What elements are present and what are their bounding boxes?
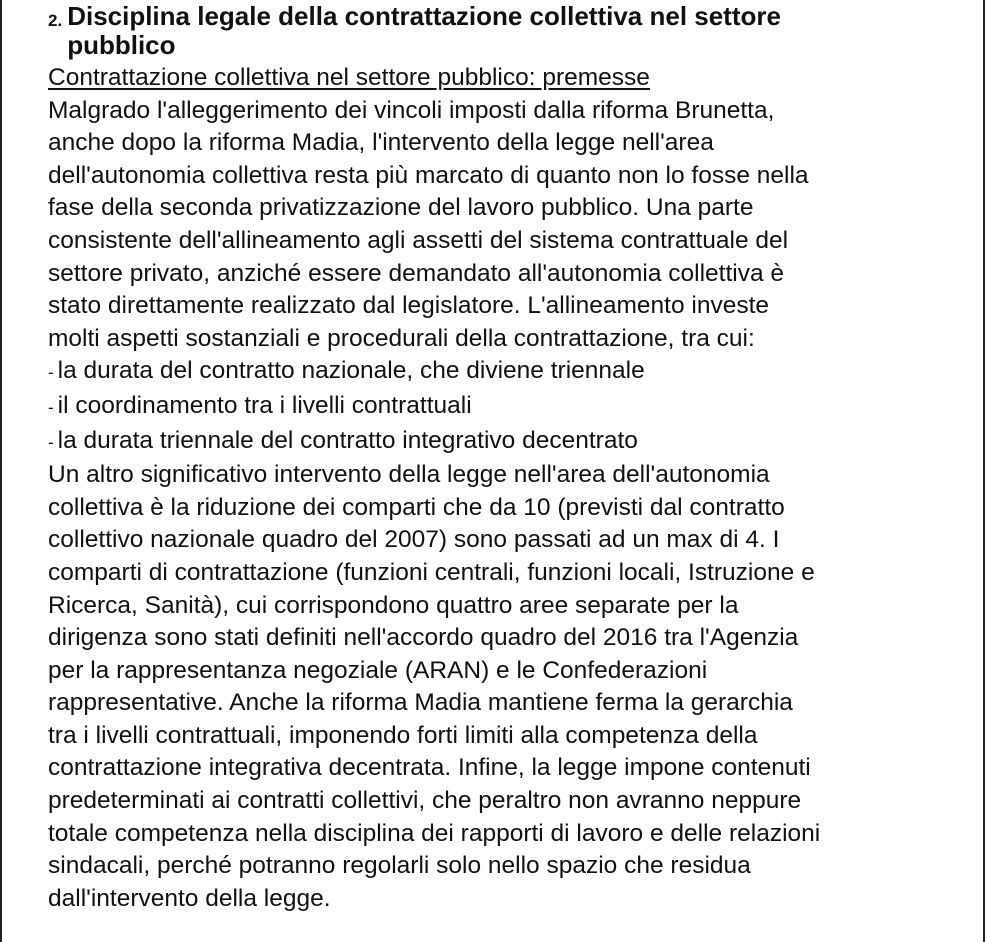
list-item xyxy=(48,390,968,425)
paragraph-intro: Malgrado l'alleggerimento dei vincoli imposti dalla riforma Brunetta, anche dopo la riforma Madia, l'intervento della legge nell'area dell'autonomia collettiva resta più marcato di quanto non lo fosse nella fase della seconda privatizzazione del lavoro pubblico. Una parte consistente dell'allineamento agli assetti del sistema contrattuale del settore privato, anziché essere demandato all'autonomia collettiva è stato direttamente realizzato dal legislatore. L'allineamento investe molti aspetti sostanziali e procedurali della contrattazione, tra cui: xyxy=(48,96,809,352)
list-item xyxy=(48,425,968,460)
section-number: 2. xyxy=(48,11,63,30)
list-item-text: la durata del contratto nazionale, che diviene triennale xyxy=(57,357,645,385)
section-heading xyxy=(48,2,968,60)
bullet-marker: - xyxy=(48,363,54,383)
document-content xyxy=(48,2,968,915)
section-title: Disciplina legale della contrattazione collettiva nel settore pubblico xyxy=(67,1,781,60)
list-item-text: il coordinamento tra i livelli contrattuali xyxy=(57,391,472,419)
bullet-marker: - xyxy=(48,397,54,417)
bullet-marker: - xyxy=(48,432,54,452)
list-item xyxy=(48,355,968,390)
bullet-list xyxy=(48,355,968,459)
list-item-text: la durata triennale del contratto integrativo decentrato xyxy=(57,426,638,454)
paragraph-main: Un altro significativo intervento della legge nell'area dell'autonomia collettiva è la riduzione dei comparti che da 10 (previsti dal contratto collettivo nazionale quadro del 2007) sono passati ad un max di 4. I comparti di contrattazione (funzioni centrali, funzioni locali, Istruzione e Ricerca, Sanità), cui corrispondono quattro aree separate per la dirigenza sono stati definiti nell'accordo quadro del 2016 tra l'Agenzia per la rappresentanza negoziale (ARAN) e le Confederazioni rappresentative. Anche la riforma Madia mantiene ferma la gerarchia tra i livelli contrattuali, imponendo forti limiti alla competenza della contrattazione integrativa decentrata. Infine, la legge impone contenuti predeterminati ai contratti collettivi, che peraltro non avranno neppure totale competenza nella disciplina dei rapporti di lavoro e delle relazioni sindacali, perché potranno regolarli solo nello spazio che residua dall'intervento della legge. xyxy=(48,461,821,912)
subheading: Contrattazione collettiva nel settore pubblico: premesse xyxy=(48,64,650,91)
